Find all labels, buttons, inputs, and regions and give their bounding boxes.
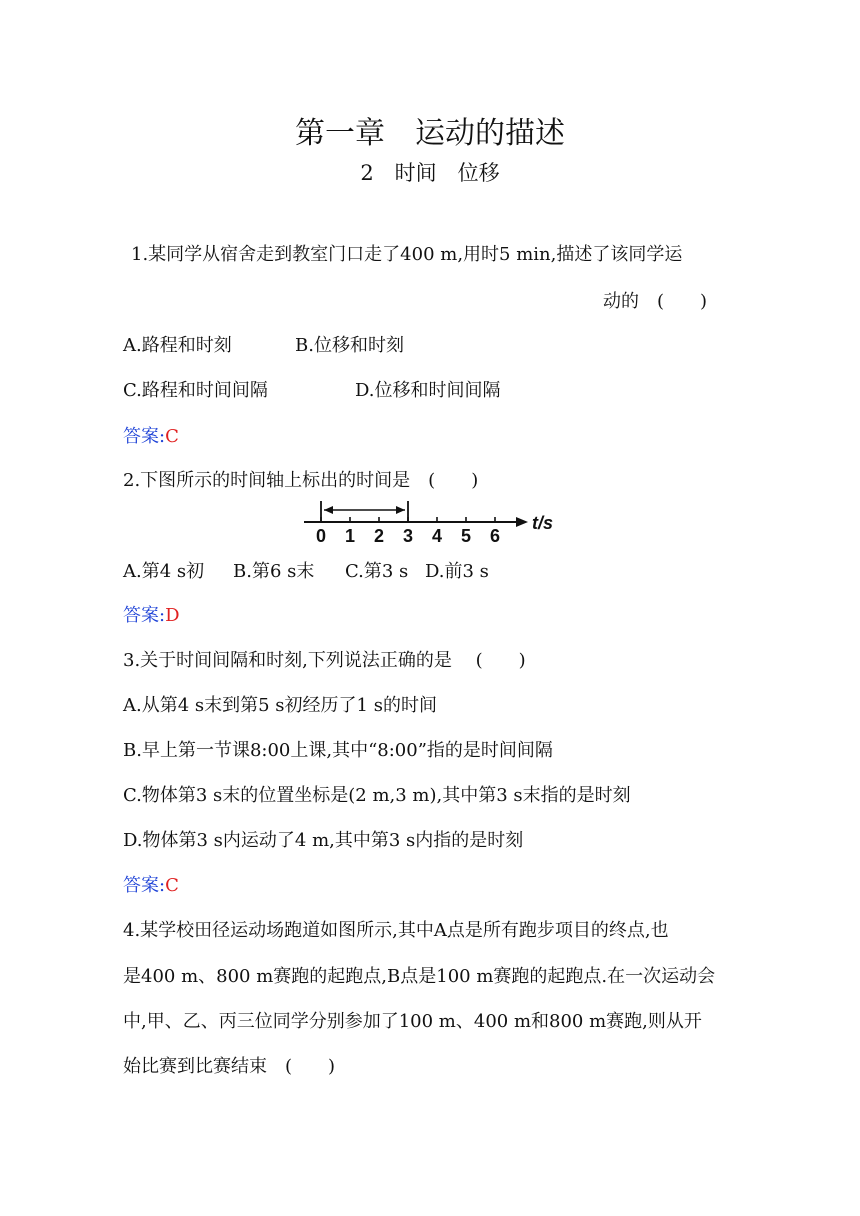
q3-option-a: A.从第4 s末到第5 s初经历了1 s的时间 [123,695,437,716]
tick-label: 0 [315,526,327,546]
q2-stem: 2.下图所示的时间轴上标出的时间是 ( ) [123,470,479,491]
q4-stem-line3: 中,甲、乙、丙三位同学分别参加了100 m、400 m和800 m赛跑,则从开 [123,1011,702,1032]
q3-option-c: C.物体第3 s末的位置坐标是(2 m,3 m),其中第3 s末指的是时刻 [123,785,631,806]
q1-option-a: A.路程和时刻 [123,335,232,356]
section-subtitle: 2 时间 位移 [360,161,500,185]
q1-stem-line2: 动的 ( ) [603,291,708,312]
tick-label: 6 [489,526,501,546]
answer-label: 答案: [123,605,166,626]
answer-value: C [165,875,179,896]
tick-label: 4 [431,526,443,546]
axis-arrow [516,517,528,527]
q1-answer [123,422,179,448]
q2-option-c: C.第3 s [345,561,409,582]
q3-option-d: D.物体第3 s内运动了4 m,其中第3 s内指的是时刻 [123,830,524,851]
q2-answer [123,601,180,627]
tick-label: 3 [402,526,414,546]
axis-label: t/s [532,513,554,533]
q2-option-d: D.前3 s [425,561,489,582]
q4-stem-line1: 4.某学校田径运动场跑道如图所示,其中A点是所有跑步项目的终点,也 [123,920,669,941]
tick-label: 5 [460,526,472,546]
interval-arrow-right [396,506,405,514]
tick-label: 1 [344,526,356,546]
answer-value: C [165,426,179,447]
q1-stem-line1: 1.某同学从宿舍走到教室门口走了400 m,用时5 min,描述了该同学运 [131,244,683,265]
q3-option-b: B.早上第一节课8:00上课,其中“8:00”指的是时间间隔 [123,740,553,761]
interval-arrow-left [324,506,333,514]
q1-option-d: D.位移和时间间隔 [355,380,501,401]
answer-label: 答案: [123,426,166,447]
time-axis-figure [300,495,565,547]
q4-stem-line2: 是400 m、800 m赛跑的起跑点,B点是100 m赛跑的起跑点.在一次运动会 [123,966,716,987]
q2-option-a: A.第4 s初 [123,561,205,582]
q2-option-b: B.第6 s末 [233,561,315,582]
q1-option-b: B.位移和时刻 [295,335,404,356]
q4-stem-line4: 始比赛到比赛结束 ( ) [123,1056,336,1077]
chapter-title: 第一章 运动的描述 [295,116,565,151]
q1-option-c: C.路程和时间间隔 [123,380,268,401]
tick-label: 2 [373,526,385,546]
q3-answer [123,871,179,897]
answer-value: D [165,605,180,626]
q3-stem: 3.关于时间间隔和时刻,下列说法正确的是 ( ) [123,650,526,671]
tick-labels [316,526,500,546]
answer-label: 答案: [123,875,166,896]
q2-options [123,557,489,583]
